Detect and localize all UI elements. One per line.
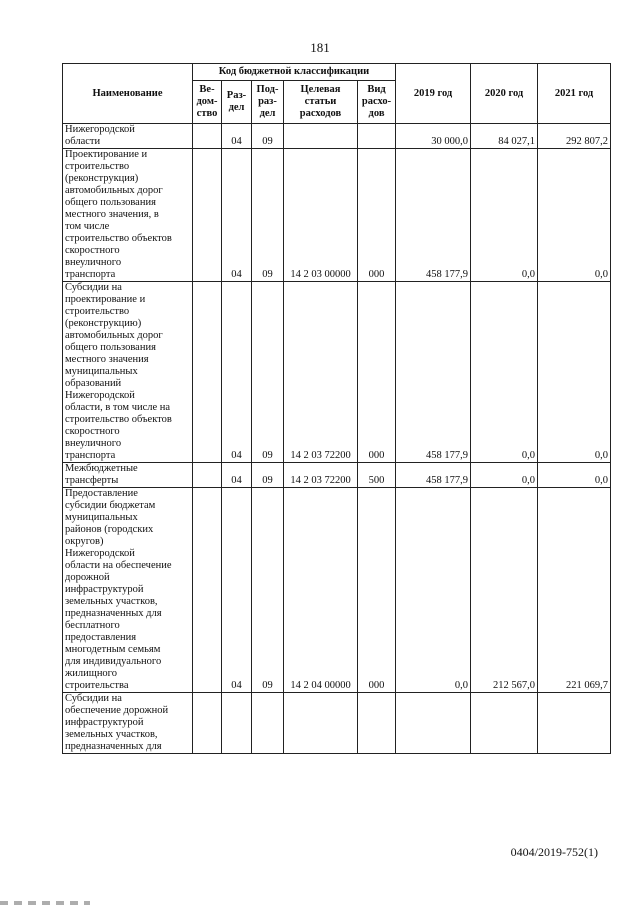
header-podrazdel: Под- раз- дел xyxy=(252,81,284,124)
cell-y2020: 0,0 xyxy=(471,149,538,282)
budget-table xyxy=(62,63,611,754)
table-row xyxy=(63,463,611,488)
scan-edge-mark xyxy=(0,901,90,905)
cell-y2021: 221 069,7 xyxy=(538,488,611,693)
table-row xyxy=(63,124,611,149)
cell-y2019 xyxy=(396,693,471,754)
cell-y2019: 458 177,9 xyxy=(396,463,471,488)
cell-celevaya: 14 2 03 72200 xyxy=(284,463,358,488)
cell-vid: 500 xyxy=(358,463,396,488)
cell-y2019: 0,0 xyxy=(396,488,471,693)
cell-name: Межбюджетные трансферты xyxy=(63,463,193,488)
cell-vid xyxy=(358,693,396,754)
header-vid: Вид расхо- дов xyxy=(358,81,396,124)
cell-name: Проектирование и строительство (реконструкция) автомобильных дорог общего пользования местного значения, в том числе строительство объектов скоростного внеуличного транспорта xyxy=(63,149,193,282)
cell-y2020: 0,0 xyxy=(471,282,538,463)
cell-celevaya: 14 2 03 72200 xyxy=(284,282,358,463)
cell-y2021: 0,0 xyxy=(538,282,611,463)
cell-podrazdel xyxy=(252,693,284,754)
cell-celevaya: 14 2 03 00000 xyxy=(284,149,358,282)
cell-celevaya xyxy=(284,124,358,149)
cell-ved xyxy=(193,282,222,463)
cell-y2020: 0,0 xyxy=(471,463,538,488)
cell-razdel: 04 xyxy=(222,488,252,693)
table-row xyxy=(63,693,611,754)
cell-y2020: 212 567,0 xyxy=(471,488,538,693)
table-row xyxy=(63,488,611,693)
cell-y2019: 30 000,0 xyxy=(396,124,471,149)
cell-podrazdel: 09 xyxy=(252,282,284,463)
cell-podrazdel: 09 xyxy=(252,149,284,282)
cell-ved xyxy=(193,463,222,488)
cell-y2020: 84 027,1 xyxy=(471,124,538,149)
cell-y2019: 458 177,9 xyxy=(396,282,471,463)
cell-name: Нижегородской области xyxy=(63,124,193,149)
header-2019: 2019 год xyxy=(396,64,471,124)
header-celevaya: Целевая статьи расходов xyxy=(284,81,358,124)
cell-celevaya: 14 2 04 00000 xyxy=(284,488,358,693)
cell-ved xyxy=(193,488,222,693)
cell-podrazdel: 09 xyxy=(252,463,284,488)
cell-y2019: 458 177,9 xyxy=(396,149,471,282)
cell-name: Субсидии на проектирование и строительство (реконструкцию) автомобильных дорог общего пользования местного значения муниципальных образований Нижегородской области, в том числе на строительство объектов скоростного внеуличного транспорта xyxy=(63,282,193,463)
table-row xyxy=(63,282,611,463)
cell-razdel: 04 xyxy=(222,282,252,463)
cell-vid: 000 xyxy=(358,488,396,693)
table-row xyxy=(63,149,611,282)
cell-celevaya xyxy=(284,693,358,754)
cell-vid xyxy=(358,124,396,149)
header-2021: 2021 год xyxy=(538,64,611,124)
cell-razdel: 04 xyxy=(222,149,252,282)
header-razdel: Раз- дел xyxy=(222,81,252,124)
cell-y2021: 292 807,2 xyxy=(538,124,611,149)
cell-podrazdel: 09 xyxy=(252,488,284,693)
cell-ved xyxy=(193,149,222,282)
cell-vid: 000 xyxy=(358,149,396,282)
cell-name: Предоставление субсидии бюджетам муниципальных районов (городских округов) Нижегородской области на обеспечение дорожной инфраструктурой земельных участков, предназначенных для бесплатного предоставления многодетным семьям для индивидуального жилищного строительства xyxy=(63,488,193,693)
cell-y2021 xyxy=(538,693,611,754)
cell-ved xyxy=(193,124,222,149)
header-2020: 2020 год xyxy=(471,64,538,124)
cell-podrazdel: 09 xyxy=(252,124,284,149)
document-code: 0404/2019-752(1) xyxy=(510,845,598,859)
cell-razdel xyxy=(222,693,252,754)
cell-name: Субсидии на обеспечение дорожной инфраструктурой земельных участков, предназначенных для xyxy=(63,693,193,754)
cell-razdel: 04 xyxy=(222,124,252,149)
cell-ved xyxy=(193,693,222,754)
cell-vid: 000 xyxy=(358,282,396,463)
page-number: 181 xyxy=(310,40,330,55)
header-name: Наименование xyxy=(63,64,193,124)
header-vedomstvo: Ве- дом- ство xyxy=(193,81,222,124)
cell-razdel: 04 xyxy=(222,463,252,488)
cell-y2021: 0,0 xyxy=(538,149,611,282)
header-classification: Код бюджетной классификации xyxy=(193,64,396,81)
cell-y2020 xyxy=(471,693,538,754)
cell-y2021: 0,0 xyxy=(538,463,611,488)
